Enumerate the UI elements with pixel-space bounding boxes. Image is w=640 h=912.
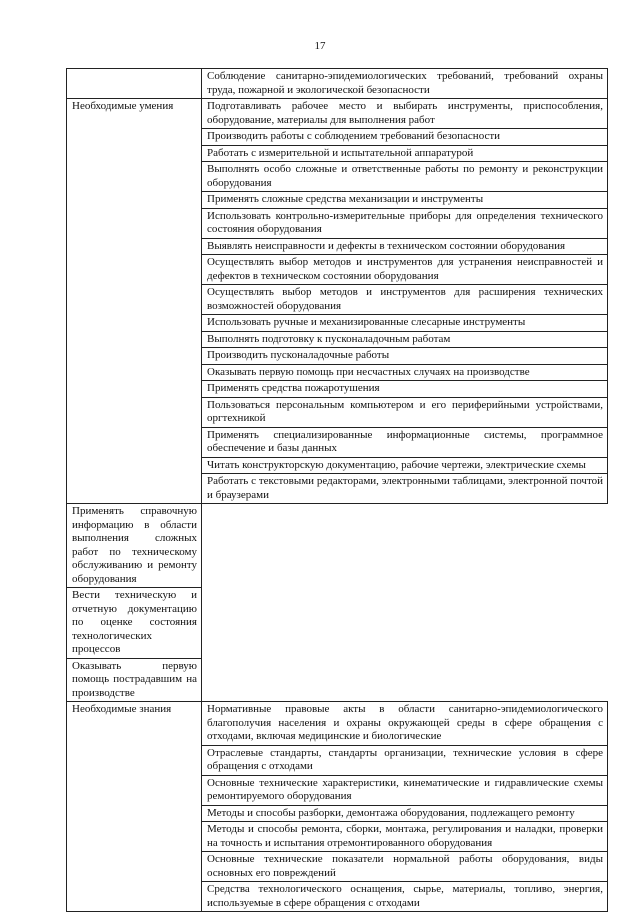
table-cell: Использовать контрольно-измерительные приборы для определения технического состояния оборудования — [202, 208, 608, 238]
table-cell: Подготавливать рабочее место и выбирать инструменты, приспособления, оборудование, материалы для выполнения работ — [202, 99, 608, 129]
table-cell: Нормативные правовые акты в области санитарно-эпидемиологического благополучия населения и охраны окружающей среды в сфере обращения с отходами, включая медицинские и биологические — [202, 702, 608, 746]
table-cell: Применять средства пожаротушения — [202, 381, 608, 398]
table-cell: Работать с текстовыми редакторами, электронными таблицами, электронной почтой и браузерами — [202, 474, 608, 504]
table-cell: Выполнять особо сложные и ответственные работы по ремонту и реконструкции оборудования — [202, 162, 608, 192]
table-cell: Читать конструкторскую документацию, рабочие чертежи, электрические схемы — [202, 457, 608, 474]
table-cell: Оказывать первую помощь при несчастных случаях на производстве — [202, 364, 608, 381]
table-cell: Основные технические показатели нормальной работы оборудования, виды основных его повреждений — [202, 852, 608, 882]
table-cell: Выполнять подготовку к пусконаладочным работам — [202, 331, 608, 348]
table-cell: Производить работы с соблюдением требований безопасности — [202, 129, 608, 146]
table-cell: Применять справочную информацию в области выполнения сложных работ по техническому обслуживанию и ремонту оборудования — [67, 504, 202, 588]
section-label — [67, 69, 202, 99]
table-cell: Работать с измерительной и испытательной аппаратурой — [202, 145, 608, 162]
section-label: Необходимые знания — [67, 702, 202, 912]
requirements-table-body — [67, 69, 608, 912]
table-row — [67, 504, 608, 588]
table-cell: Производить пусконаладочные работы — [202, 348, 608, 365]
table-cell: Пользоваться персональным компьютером и его периферийными устройствами, оргтехникой — [202, 397, 608, 427]
requirements-table — [66, 68, 608, 912]
table-cell: Использовать ручные и механизированные слесарные инструменты — [202, 315, 608, 332]
table-cell: Соблюдение санитарно-эпидемиологических требований, требований охраны труда, пожарной и экологической безопасности — [202, 69, 608, 99]
table-cell: Вести техническую и отчетную документацию по оценке состояния технологических процессов — [67, 588, 202, 659]
table-cell: Методы и способы разборки, демонтажа оборудования, подлежащего ремонту — [202, 805, 608, 822]
table-cell: Методы и способы ремонта, сборки, монтажа, регулирования и наладки, проверки на точность и испытания отремонтированного оборудования — [202, 822, 608, 852]
page-number: 17 — [314, 40, 326, 52]
table-cell: Отраслевые стандарты, стандарты организации, технические условия в сфере обращения с отходами — [202, 745, 608, 775]
table-cell: Выявлять неисправности и дефекты в техническом состоянии оборудования — [202, 238, 608, 255]
table-row — [67, 702, 608, 746]
table-cell: Осуществлять выбор методов и инструментов для расширения технических возможностей оборудования — [202, 285, 608, 315]
table-cell: Осуществлять выбор методов и инструментов для устранения неисправностей и дефектов в техническом состоянии оборудования — [202, 255, 608, 285]
section-label: Необходимые умения — [67, 99, 202, 504]
table-cell: Применять специализированные информационные системы, программное обеспечение и базы данных — [202, 427, 608, 457]
table-cell: Основные технические характеристики, кинематические и гидравлические схемы ремонтируемого оборудования — [202, 775, 608, 805]
table-row — [67, 588, 608, 659]
table-cell: Средства технологического оснащения, сырье, материалы, топливо, энергия, используемые в сфере обращения с отходами — [202, 882, 608, 912]
table-cell: Оказывать первую помощь пострадавшим на производстве — [67, 658, 202, 702]
table-row — [67, 99, 608, 129]
table-row — [67, 69, 608, 99]
table-cell: Применять сложные средства механизации и инструменты — [202, 192, 608, 209]
table-row — [67, 658, 608, 702]
